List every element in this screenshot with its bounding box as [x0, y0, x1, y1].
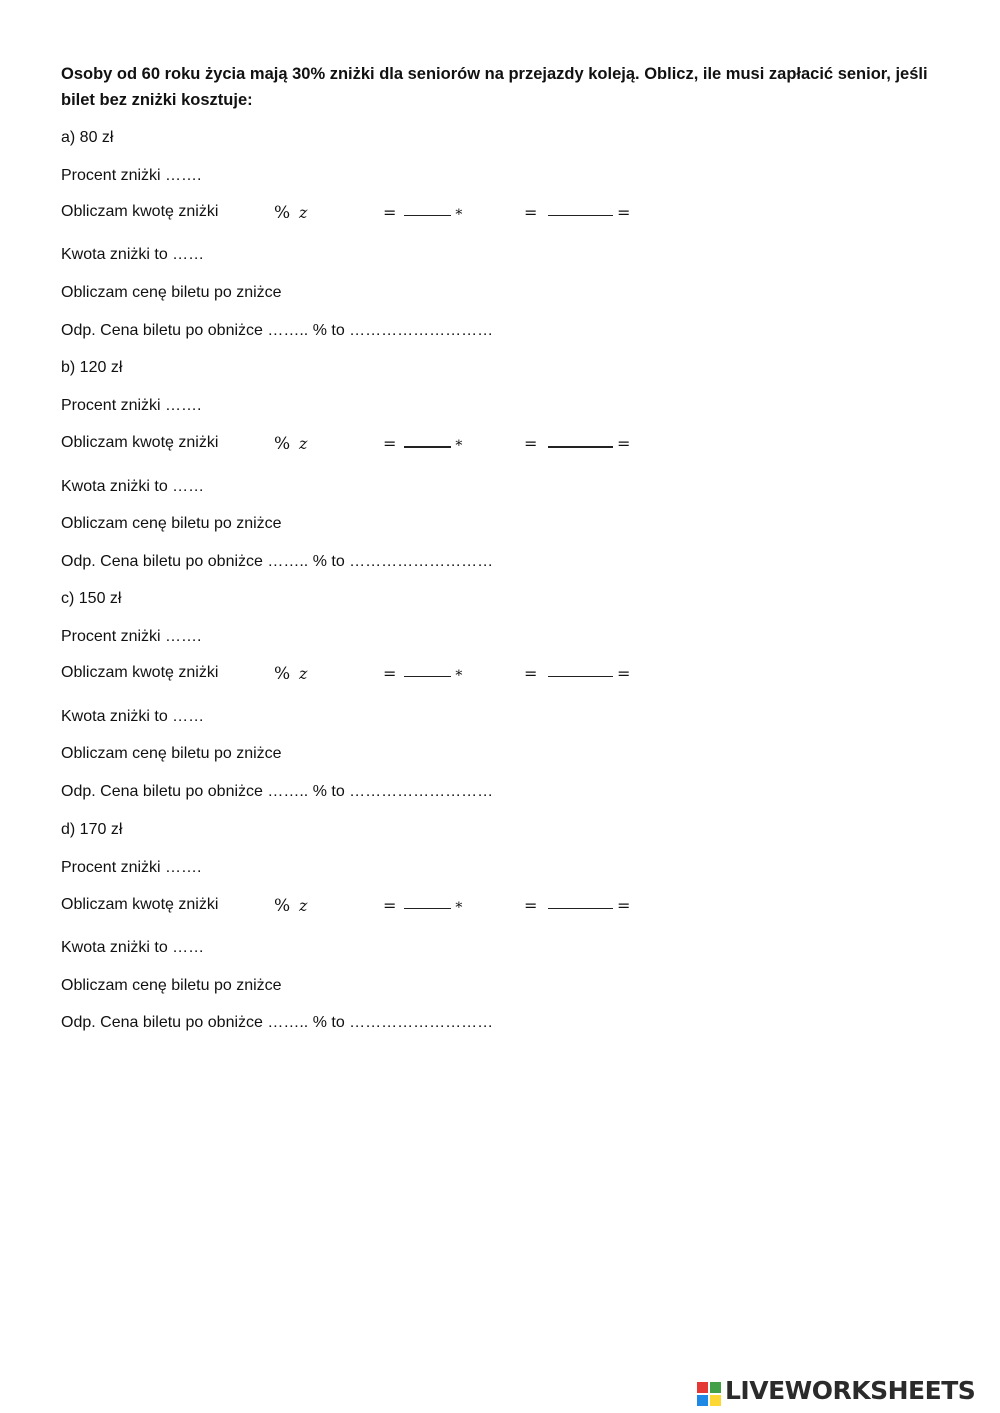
fraction-blank[interactable] [548, 676, 613, 677]
exercise-a-price-line: Obliczam cenę biletu po zniżce [61, 284, 282, 301]
task-instruction: Osoby od 60 roku życia mają 30% zniżki dla seniorów na przejazdy koleją. Oblicz, ile musi zapłacić senior, jeśli bilet bez zniżki kosztuje: [61, 65, 928, 109]
equals-sign: = [617, 664, 631, 683]
exercise-d-price-line: Obliczam cenę biletu po zniżce [61, 977, 282, 994]
variable-z: z [299, 434, 308, 453]
logo-block [697, 1382, 708, 1393]
fraction-blank[interactable] [404, 446, 451, 448]
calc-label: Obliczam kwotę zniżki [61, 896, 219, 913]
exercise-d-amount-line: Kwota zniżki to …… [61, 939, 205, 956]
exercise-b-answer-line: Odp. Cena biletu po obniżce …….. % to ……………………… [61, 553, 494, 570]
variable-z: z [299, 664, 308, 683]
exercise-a-percent-line: Procent zniżki ……. [61, 167, 202, 184]
equals-sign: = [617, 434, 631, 453]
fraction-blank[interactable] [548, 446, 613, 448]
equals-sign: = [383, 664, 397, 683]
exercise-a-answer-line: Odp. Cena biletu po obniżce …….. % to ……………………… [61, 322, 494, 339]
liveworksheets-logo [697, 1376, 997, 1410]
exercise-d-calc-row [61, 896, 681, 920]
percent-symbol: % [274, 434, 291, 454]
times-sign: ∗ [454, 204, 464, 220]
exercise-c-percent-line: Procent zniżki ……. [61, 628, 202, 645]
calc-label: Obliczam kwotę zniżki [61, 664, 219, 681]
exercise-c-label: c) 150 zł [61, 590, 122, 607]
equals-sign: = [383, 896, 397, 915]
fraction-blank[interactable] [404, 676, 451, 677]
fraction-blank[interactable] [404, 908, 451, 909]
exercise-b-amount-line: Kwota zniżki to …… [61, 478, 205, 495]
equals-sign: = [383, 434, 397, 453]
equals-sign: = [617, 896, 631, 915]
calc-label: Obliczam kwotę zniżki [61, 434, 219, 451]
logo-blocks-icon [697, 1382, 723, 1406]
times-sign: ∗ [454, 435, 464, 451]
exercise-b-percent-line: Procent zniżki ……. [61, 397, 202, 414]
percent-symbol: % [274, 664, 291, 684]
exercise-c-answer-line: Odp. Cena biletu po obniżce …….. % to ……………………… [61, 783, 494, 800]
exercise-d-label: d) 170 zł [61, 821, 123, 838]
variable-z: z [299, 896, 308, 915]
exercise-a-calc-row [61, 203, 681, 227]
exercise-b-price-line: Obliczam cenę biletu po zniżce [61, 515, 282, 532]
exercise-a-label: a) 80 zł [61, 129, 114, 146]
calc-label: Obliczam kwotę zniżki [61, 203, 219, 220]
fraction-blank[interactable] [548, 908, 613, 909]
logo-wordmark: LIVEWORKSHEETS [725, 1376, 976, 1405]
equals-sign: = [617, 203, 631, 222]
exercise-a-amount-line: Kwota zniżki to …… [61, 246, 205, 263]
exercise-c-amount-line: Kwota zniżki to …… [61, 708, 205, 725]
variable-z: z [299, 203, 308, 222]
logo-block [710, 1395, 721, 1406]
percent-symbol: % [274, 203, 291, 223]
exercise-c-price-line: Obliczam cenę biletu po zniżce [61, 745, 282, 762]
exercise-b-label: b) 120 zł [61, 359, 123, 376]
exercise-d-answer-line: Odp. Cena biletu po obniżce …….. % to ……………………… [61, 1014, 494, 1031]
times-sign: ∗ [454, 665, 464, 681]
logo-block [710, 1382, 721, 1393]
exercise-c-calc-row [61, 664, 681, 688]
exercise-d-percent-line: Procent zniżki ……. [61, 859, 202, 876]
times-sign: ∗ [454, 897, 464, 913]
equals-sign: = [524, 896, 538, 915]
equals-sign: = [524, 664, 538, 683]
fraction-blank[interactable] [404, 215, 451, 216]
exercise-b-calc-row [61, 434, 681, 458]
equals-sign: = [524, 434, 538, 453]
logo-block [697, 1395, 708, 1406]
fraction-blank[interactable] [548, 215, 613, 216]
equals-sign: = [524, 203, 538, 222]
percent-symbol: % [274, 896, 291, 916]
equals-sign: = [383, 203, 397, 222]
